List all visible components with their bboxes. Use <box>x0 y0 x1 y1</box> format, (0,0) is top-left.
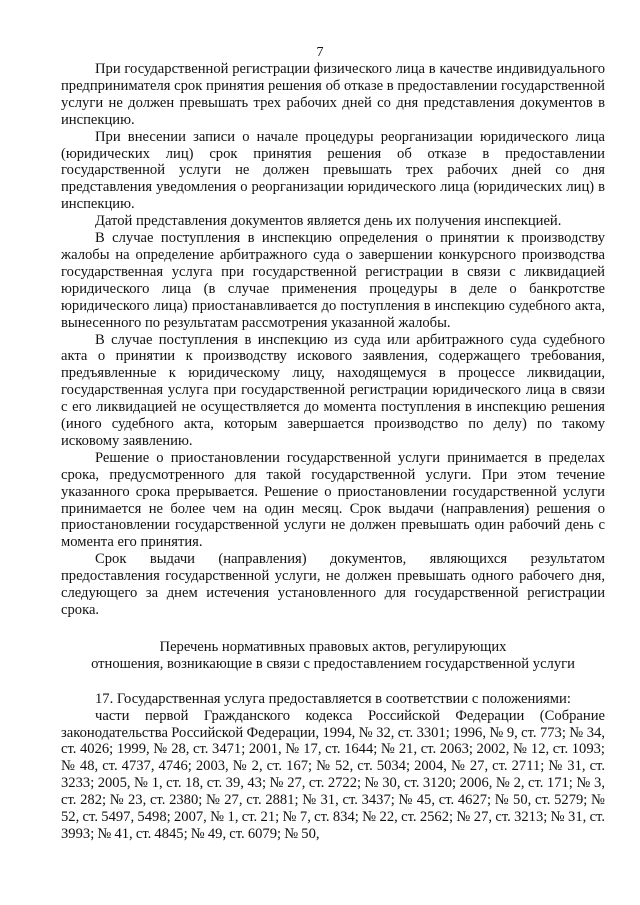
paragraph-court-claim: В случае поступления в инспекцию из суда или арбитражного суда судебного акта о принятии к производству искового заявления, содержащего требования, предъявленные к юридическому лицу, находящемуся в процессе ликвидации, государственная услуга при государственной регистрации юридического лица в связи с его ликвидацией не осуществляется до момента поступления в инспекцию решения (иного судебного акта, которым завершается производство по делу) по такому исковому заявлению. <box>61 331 605 449</box>
section-heading-line-1: Перечень нормативных правовых актов, регулирующих <box>159 638 507 655</box>
document-body <box>61 61 605 843</box>
paragraph-civil-code: части первой Гражданского кодекса Российской Федерации (Собрание законодательства Российской Федерации, 1994, № 32, ст. 3301; 1996, № 9, ст. 773; № 34, ст. 4026; 1999, № 28, ст. 3471; 2001, № 17, ст. 1644; № 21, ст. 2063; 2002, № 12, ст. 1093; № 48, ст. 4737, 4746; 2003, № 2, ст. 167; № 52, ст. 5034; 2004, № 27, ст. 2711; № 31, ст. 3233; 2005, № 1, ст. 18, ст. 39, 43; № 27, ст. 2722; № 30, ст. 3120; 2006, № 2, ст. 171; № 3, ст. 282; № 23, ст. 2380; № 27, ст. 2881; № 31, ст. 3437; № 45, ст. 4627; № 50, ст. 5279; № 52, ст. 5497, 5498; 2007, № 1, ст. 21; № 7, ст. 834; № 22, ст. 2562; № 27, ст. 3213; № 31, ст. 3993; № 41, ст. 4845; № 49, ст. 6079; № 50, <box>61 707 605 842</box>
paragraph-registration-individual: При государственной регистрации физического лица в качестве индивидуального предпринимателя срок принятия решения об отказе в предоставлении государственной услуги не должен превышать трех рабочих дней со дня представления документов в инспекцию. <box>61 61 605 128</box>
page-number: 7 <box>316 45 324 60</box>
section-heading-line-2: отношения, возникающие в связи с предоставлением государственной услуги <box>91 655 575 672</box>
paragraph-item-17: 17. Государственная услуга предоставляется в соответствии с положениями: <box>95 690 571 707</box>
paragraph-reorganization: При внесении записи о начале процедуры реорганизации юридического лица (юридических лиц) срок принятия решения об отказе в предоставлении государственной услуги не должен превышать трех рабочих дней со дня представления уведомления о реорганизации юридического лица (юридических лиц) в инспекцию. <box>61 128 605 213</box>
paragraph-issue-term: Срок выдачи (направления) документов, являющихся результатом предоставления государственной услуги, не должен превышать одного рабочего дня, следующего за днем истечения установленного для государственной регистрации срока. <box>61 551 605 618</box>
paragraph-suspension: Решение о приостановлении государственной услуги принимается в пределах срока, предусмотренного для такой государственной услуги. При этом течение указанного срока прерывается. Решение о приостановлении государственной услуги принимается не более чем на один месяц. Срок выдачи (направления) решения о приостановлении государственной услуги не должен превышать один рабочий день с момента его принятия. <box>61 449 605 551</box>
paragraph-submission-date: Датой представления документов является день их получения инспекцией. <box>95 213 562 230</box>
section-heading <box>61 639 605 673</box>
paragraph-bankruptcy-appeal: В случае поступления в инспекцию определения о принятии к производству жалобы на определение арбитражного суда о завершении конкурсного производства государственная услуга при государственной регистрации в связи с ликвидацией юридического лица (в случае применения процедуры в деле о банкротстве юридического лица) приостанавливается до поступления в инспекцию судебного акта, вынесенного по результатам рассмотрения указанной жалобы. <box>61 230 605 331</box>
